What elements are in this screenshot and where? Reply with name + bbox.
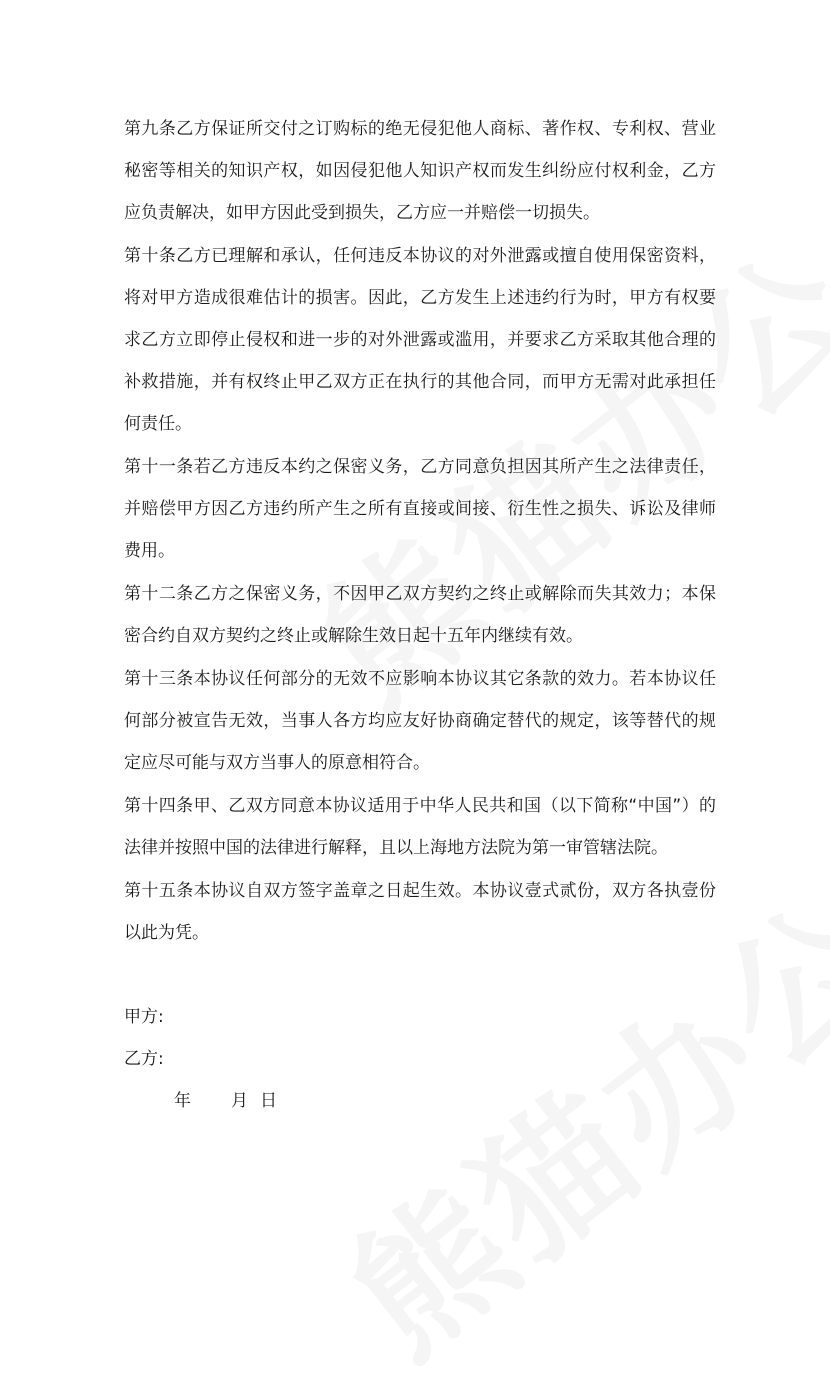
clause-15: 第十五条本协议自双方签字盖章之日起生效。本协议壹式贰份，双方各执壹份以此为凭。: [124, 881, 716, 943]
contract-body: [124, 108, 716, 1122]
clause-14: 第十四条甲、乙双方同意本协议适用于中华人民共和国（以下简称“中国”）的法律并按照中国的法律进行解释，且以上海地方法院为第一审管辖法院。: [124, 796, 716, 858]
clause-13: 第十三条本协议任何部分的无效不应影响本协议其它条款的效力。若本协议任何部分被宣告无效，当事人各方均应友好协商确定替代的规定，该等替代的规定应尽可能与双方当事人的原意相符合。: [124, 669, 716, 773]
signature-date: [124, 1080, 716, 1122]
clause-9: 第九条乙方保证所交付之订购标的绝无侵犯他人商标、著作权、专利权、营业秘密等相关的知识产权，如因侵犯他人知识产权而发生纠纷应付权利金，乙方应负责解决，如甲方因此受到损失，乙方应一并赔偿一切损失。: [124, 119, 716, 223]
party-b-label: 乙方:: [124, 1049, 164, 1069]
date-year-label: 年: [174, 1091, 191, 1111]
clause-10: 第十条乙方已理解和承认，任何违反本协议的对外泄露或擅自使用保密资料，将对甲方造成很难估计的损害。因此，乙方发生上述违约行为时，甲方有权要求乙方立即停止侵权和进一步的对外泄露或滥用，并要求乙方采取其他合理的补救措施，并有权终止甲乙双方正在执行的其他合同，而甲方无需对此承担任何责任。: [124, 246, 716, 434]
party-a-label: 甲方:: [124, 1007, 164, 1027]
date-day-label: 日: [260, 1091, 277, 1111]
signature-block: [124, 996, 716, 1122]
date-month-label: 月: [231, 1091, 248, 1111]
clause-12: 第十二条乙方之保密义务，不因甲乙双方契约之终止或解除而失其效力；本保密合约自双方契约之终止或解除生效日起十五年内继续有效。: [124, 584, 716, 646]
clause-11: 第十一条若乙方违反本约之保密义务，乙方同意负担因其所产生之法律责任，并赔偿甲方因乙方违约所产生之所有直接或间接、衍生性之损失、诉讼及律师费用。: [124, 457, 716, 561]
